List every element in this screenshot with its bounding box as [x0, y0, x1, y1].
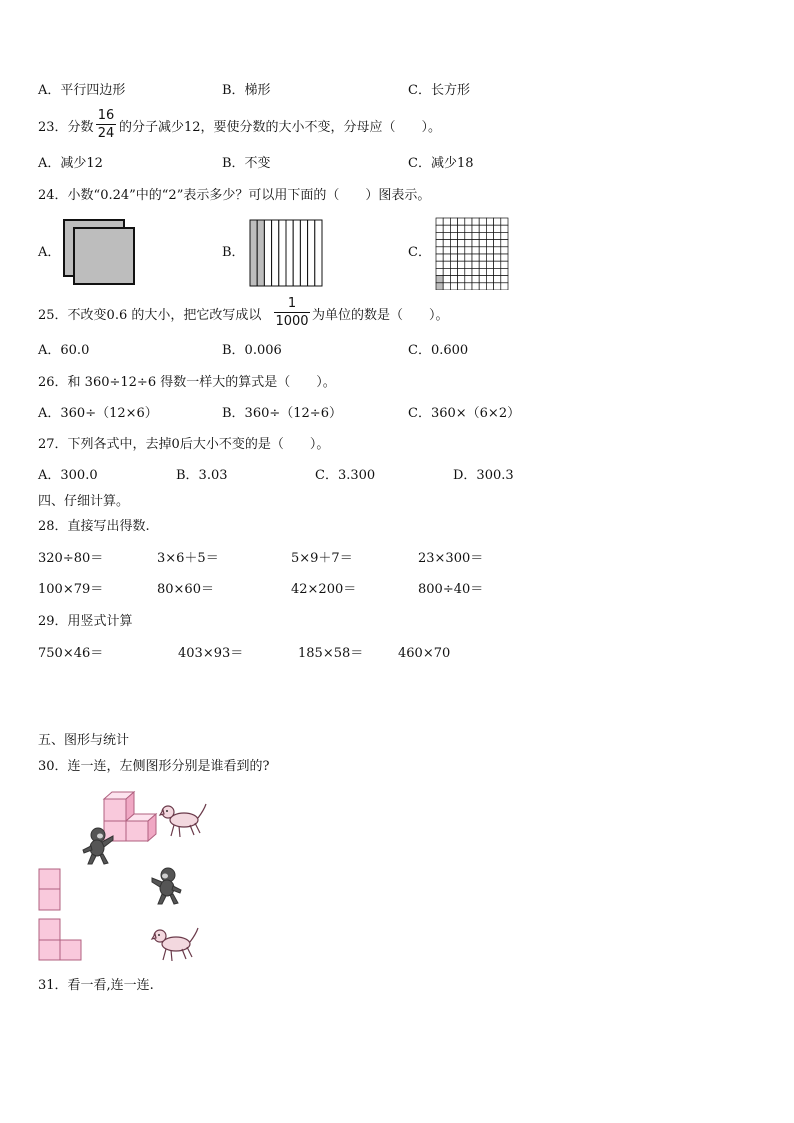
hundredths-cell	[458, 283, 465, 290]
hundredths-cell	[494, 232, 501, 239]
hundredths-cell	[494, 276, 501, 283]
q26-option-c: C．360×（6×2）	[408, 406, 521, 421]
hundredths-cell	[486, 240, 493, 247]
q29-item: 750×46＝	[38, 646, 104, 661]
hundredths-cell	[472, 240, 479, 247]
hundredths-cell	[486, 283, 493, 290]
hundredths-cell	[465, 268, 472, 275]
q30-stem: 30．连一连，左侧图形分别是谁看到的?	[38, 759, 270, 774]
hundredths-cell	[465, 218, 472, 225]
hundredths-cell	[443, 261, 450, 268]
hundredths-cell	[479, 225, 486, 232]
hundredths-cell	[450, 240, 457, 247]
q27-option-c: C．3.300	[315, 468, 376, 483]
hundredths-cell	[479, 218, 486, 225]
hundredths-cell	[486, 276, 493, 283]
q22-option-b: B．梯形	[222, 83, 271, 98]
q26-option-b: B．360÷（12÷6）	[222, 406, 342, 421]
hundredths-cell	[479, 232, 486, 239]
hundredths-cell	[486, 218, 493, 225]
hundredths-cell	[436, 283, 443, 290]
hundredths-cell	[450, 276, 457, 283]
hundredths-cell	[436, 225, 443, 232]
hundredths-cell	[450, 261, 457, 268]
hundredths-cell	[458, 276, 465, 283]
q27-stem: 27．下列各式中，去掉0后大小不变的是（ ）。	[38, 437, 330, 452]
hundredths-cell	[501, 225, 508, 232]
hundredths-cell	[450, 232, 457, 239]
hundredths-cell	[486, 232, 493, 239]
hundredths-cell	[494, 283, 501, 290]
q23-option-a: A．减少12	[38, 156, 103, 171]
hundredths-cell	[486, 254, 493, 261]
hundredths-cell	[494, 225, 501, 232]
dog-icon	[158, 800, 208, 840]
hundredths-cell	[501, 240, 508, 247]
hundredths-cell	[494, 261, 501, 268]
q29-stem: 29．用竖式计算	[38, 614, 133, 629]
q25-option-c: C．0.600	[408, 343, 469, 358]
q24-option-a: A．	[38, 245, 61, 260]
hundredths-cell	[494, 240, 501, 247]
tenths-strip	[315, 220, 322, 286]
hundredths-cell	[479, 276, 486, 283]
hundredths-cell	[458, 225, 465, 232]
q28-item: 5×9＋7＝	[291, 551, 353, 566]
hundredths-cell	[486, 225, 493, 232]
section-5-heading: 五、图形与统计	[38, 733, 130, 748]
q24-figure-c-hundredths-grid	[434, 216, 510, 290]
hundredths-cell	[465, 254, 472, 261]
hundredths-cell	[472, 268, 479, 275]
hundredths-cell	[458, 268, 465, 275]
q25-suffix: 为单位的数是（ ）。	[312, 308, 449, 323]
hundredths-cell	[436, 268, 443, 275]
hundredths-cell	[443, 218, 450, 225]
q25-prefix: 25．不改变0.6 的大小，把它改写成以	[38, 308, 262, 323]
q23-fraction-denominator: 24	[97, 126, 115, 141]
hundredths-cell	[436, 240, 443, 247]
q28-item: 100×79＝	[38, 582, 104, 597]
section-4-heading: 四、仔细计算。	[38, 494, 130, 509]
hundredths-cell	[479, 268, 486, 275]
q25-option-b: B．0.006	[222, 343, 282, 358]
q23-fraction	[96, 108, 116, 141]
q24-figure-a-two-whole-squares	[62, 218, 138, 286]
hundredths-cell	[472, 261, 479, 268]
q29-item: 185×58＝	[298, 646, 364, 661]
hundredths-cell	[486, 247, 493, 254]
tenths-strip	[264, 220, 271, 286]
tenths-strip	[250, 220, 257, 286]
hundredths-cell	[458, 254, 465, 261]
tenths-strip	[257, 220, 264, 286]
hundredths-cell	[443, 254, 450, 261]
hundredths-cell	[472, 232, 479, 239]
hundredths-cell	[443, 247, 450, 254]
q31-stem: 31．看一看,连一连.	[38, 978, 154, 993]
hundredths-cell	[443, 240, 450, 247]
hundredths-cell	[436, 247, 443, 254]
hundredths-cell	[479, 283, 486, 290]
hundredths-cell	[443, 283, 450, 290]
hundredths-cell	[472, 283, 479, 290]
hundredths-cell	[479, 247, 486, 254]
q24-option-c: C．	[408, 245, 431, 260]
q26-option-a: A．360÷（12×6）	[38, 406, 158, 421]
q23-suffix: 的分子减少12，要使分数的大小不变，分母应（ ）。	[119, 120, 442, 135]
hundredths-cell	[436, 261, 443, 268]
q22-option-c: C．长方形	[408, 83, 470, 98]
hundredths-cell	[465, 225, 472, 232]
q25-option-a: A．60.0	[38, 343, 90, 358]
q28-item: 800÷40＝	[418, 582, 484, 597]
hundredths-cell	[450, 218, 457, 225]
hundredths-cell	[494, 254, 501, 261]
hundredths-cell	[465, 283, 472, 290]
q23-option-c: C．减少18	[408, 156, 474, 171]
hundredths-cell	[501, 232, 508, 239]
tenths-strip	[279, 220, 286, 286]
hundredths-cell	[443, 268, 450, 275]
hundredths-cell	[458, 232, 465, 239]
hundredths-cell	[443, 225, 450, 232]
q23-prefix: 23．分数	[38, 120, 94, 135]
dog-icon	[150, 924, 200, 964]
q25-fraction-denominator: 1000	[275, 314, 309, 329]
tenths-strip	[308, 220, 315, 286]
hundredths-cell	[458, 247, 465, 254]
hundredths-cell	[472, 247, 479, 254]
hundredths-cell	[472, 218, 479, 225]
hundredths-cell	[443, 276, 450, 283]
tenths-strip	[272, 220, 279, 286]
tenths-strip	[286, 220, 293, 286]
hundredths-cell	[479, 254, 486, 261]
q28-stem: 28．直接写出得数.	[38, 519, 150, 534]
hundredths-cell	[494, 268, 501, 275]
hundredths-cell	[501, 247, 508, 254]
monkey-icon	[150, 866, 186, 906]
hundredths-cell	[450, 225, 457, 232]
q29-item: 460×70	[398, 646, 451, 661]
hundredths-cell	[479, 261, 486, 268]
hundredths-cell	[501, 276, 508, 283]
q23-option-b: B．不变	[222, 156, 271, 171]
q24-stem: 24．小数“0.24”中的“2”表示多少？可以用下面的（ ）图表示。	[38, 188, 431, 203]
hundredths-cell	[479, 240, 486, 247]
monkey-icon	[80, 826, 116, 866]
hundredths-cell	[465, 276, 472, 283]
hundredths-cell	[472, 254, 479, 261]
hundredths-cell	[472, 225, 479, 232]
view-two-squares-vertical	[38, 868, 62, 912]
q23-fraction-numerator: 16	[97, 108, 115, 123]
q28-item: 80×60＝	[157, 582, 214, 597]
hundredths-cell	[436, 232, 443, 239]
hundredths-cell	[436, 218, 443, 225]
q26-stem: 26．和 360÷12÷6 得数一样大的算式是（ ）。	[38, 375, 336, 390]
hundredths-cell	[501, 268, 508, 275]
hundredths-cell	[501, 218, 508, 225]
tenths-strip	[293, 220, 300, 286]
q28-item: 3×6＋5＝	[157, 551, 219, 566]
tenths-strip	[300, 220, 307, 286]
hundredths-cell	[472, 276, 479, 283]
q25-fraction-numerator: 1	[287, 296, 297, 311]
hundredths-cell	[450, 247, 457, 254]
hundredths-cell	[450, 268, 457, 275]
q27-option-a: A．300.0	[38, 468, 98, 483]
q22-option-a: A．平行四边形	[38, 83, 126, 98]
hundredths-cell	[494, 218, 501, 225]
hundredths-cell	[465, 232, 472, 239]
q24-option-b: B．	[222, 245, 245, 260]
hundredths-cell	[450, 254, 457, 261]
q29-item: 403×93＝	[178, 646, 244, 661]
hundredths-cell	[436, 276, 443, 283]
hundredths-cell	[494, 247, 501, 254]
q28-item: 320÷80＝	[38, 551, 104, 566]
hundredths-cell	[501, 261, 508, 268]
q27-option-b: B．3.03	[176, 468, 228, 483]
hundredths-cell	[465, 240, 472, 247]
q24-figure-b-tenths-strips	[248, 218, 324, 288]
hundredths-cell	[501, 254, 508, 261]
hundredths-cell	[450, 283, 457, 290]
hundredths-cell	[501, 283, 508, 290]
hundredths-cell	[465, 247, 472, 254]
hundredths-cell	[486, 261, 493, 268]
hundredths-cell	[443, 232, 450, 239]
hundredths-cell	[458, 218, 465, 225]
q28-item: 42×200＝	[291, 582, 357, 597]
hundredths-cell	[458, 261, 465, 268]
hundredths-cell	[486, 268, 493, 275]
hundredths-cell	[458, 240, 465, 247]
q28-item: 23×300＝	[418, 551, 484, 566]
q27-option-d: D．300.3	[453, 468, 514, 483]
q25-fraction	[274, 296, 310, 329]
hundredths-cell	[465, 261, 472, 268]
hundredths-cell	[436, 254, 443, 261]
view-l-shape	[38, 918, 84, 962]
